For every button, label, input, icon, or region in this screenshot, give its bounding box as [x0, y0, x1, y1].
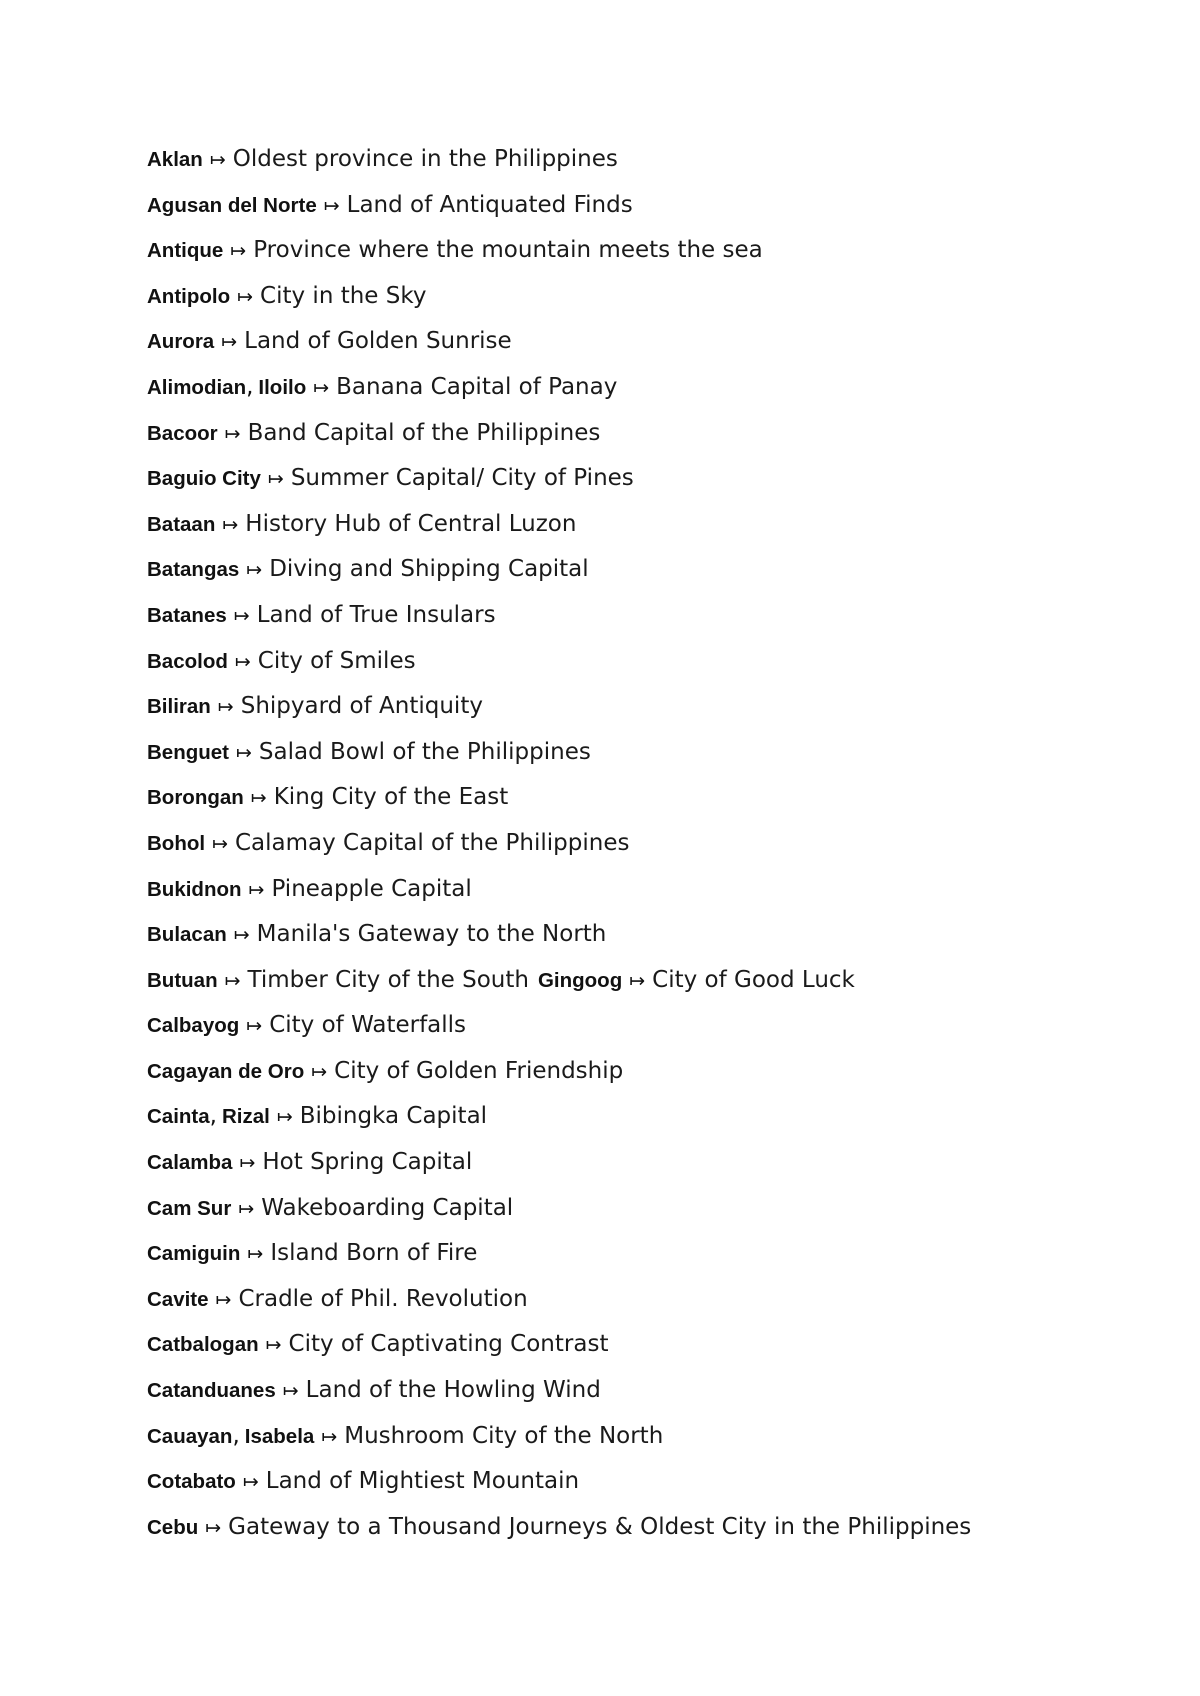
list-item [147, 687, 971, 733]
name-separator: , [209, 1103, 217, 1130]
nickname-text: Oldest province in the Philippines [232, 146, 618, 172]
maps-to-arrow-icon: ↦ [224, 422, 241, 445]
list-item [147, 231, 971, 277]
list-item [147, 1052, 971, 1098]
nickname-text: Manila's Gateway to the North [256, 921, 607, 948]
place-name: Catanduanes [147, 1379, 276, 1403]
place-name: Cotabato [147, 1470, 236, 1494]
list-item [147, 1417, 971, 1463]
nickname-text: Land of Antiquated Finds [346, 191, 633, 218]
place-name: Batangas [147, 558, 240, 582]
maps-to-arrow-icon: ↦ [239, 1152, 256, 1175]
list-item [147, 1189, 971, 1235]
list-item [147, 140, 971, 186]
maps-to-arrow-icon: ↦ [629, 969, 646, 992]
place-name: Agusan del Norte [147, 193, 317, 217]
maps-to-arrow-icon: ↦ [217, 696, 234, 719]
place-name: Borongan [147, 786, 244, 810]
nickname-text: Bibingka Capital [299, 1103, 488, 1130]
place-name: Calamba [147, 1151, 233, 1175]
name-separator: , [246, 373, 254, 400]
place-name: Antique [147, 239, 224, 263]
list-item [147, 368, 971, 414]
nickname-text: Pineapple Capital [271, 875, 472, 902]
place-name: Cam Sur [147, 1196, 232, 1220]
place-name: Iloilo [258, 375, 307, 399]
place-name: Cagayan de Oro [147, 1059, 305, 1083]
nickname-text: King City of the East [273, 784, 509, 811]
place-name: Cainta [147, 1105, 210, 1129]
nickname-text: Island Born of Fire [270, 1240, 478, 1267]
place-name: Isabela [244, 1424, 315, 1448]
maps-to-arrow-icon: ↦ [234, 650, 251, 673]
nickname-text: Wakeboarding Capital [261, 1194, 514, 1221]
maps-to-arrow-icon: ↦ [215, 1288, 232, 1311]
list-item [147, 186, 971, 232]
list-item [147, 505, 971, 551]
place-name: Catbalogan [147, 1333, 259, 1357]
maps-to-arrow-icon: ↦ [209, 149, 226, 171]
maps-to-arrow-icon: ↦ [212, 832, 228, 855]
place-name: Biliran [147, 695, 211, 719]
maps-to-arrow-icon: ↦ [250, 787, 267, 810]
nickname-text: City of Waterfalls [269, 1012, 467, 1039]
list-item [147, 322, 971, 368]
list-item [147, 1462, 971, 1508]
maps-to-arrow-icon: ↦ [233, 924, 250, 947]
list-item [147, 642, 971, 688]
nickname-text: City of Golden Friendship [334, 1057, 624, 1084]
nickname-text: Salad Bowl of the Philippines [258, 738, 591, 765]
place-name: Calbayog [147, 1014, 240, 1038]
maps-to-arrow-icon: ↦ [246, 559, 263, 582]
maps-to-arrow-icon: ↦ [321, 1425, 338, 1448]
nickname-text: Land of Golden Sunrise [244, 328, 512, 355]
place-name: Aurora [147, 330, 215, 354]
place-name: Cauayan [147, 1424, 233, 1448]
maps-to-arrow-icon: ↦ [221, 331, 238, 354]
nickname-text: Land of Mightiest Mountain [265, 1468, 580, 1495]
nickname-text: Province where the mountain meets the sea [253, 237, 763, 264]
maps-to-arrow-icon: ↦ [222, 513, 239, 536]
list-item [147, 414, 971, 460]
list-item [147, 459, 971, 505]
maps-to-arrow-icon: ↦ [265, 1334, 282, 1357]
nickname-text: City in the Sky [260, 282, 427, 309]
nickname-text: Land of the Howling Wind [305, 1377, 601, 1404]
nickname-text: History Hub of Central Luzon [245, 510, 577, 537]
place-name: Bohol [147, 831, 206, 855]
list-item [147, 778, 971, 824]
maps-to-arrow-icon: ↦ [230, 240, 247, 263]
nickname-text: Summer Capital/ City of Pines [290, 465, 634, 492]
nickname-text: Shipyard of Antiquity [240, 693, 483, 720]
maps-to-arrow-icon: ↦ [247, 1243, 264, 1266]
maps-to-arrow-icon: ↦ [282, 1380, 299, 1403]
place-name: Antipolo [147, 284, 231, 308]
nickname-text: City of Good Luck [652, 966, 855, 993]
nickname-text: Cradle of Phil. Revolution [238, 1285, 528, 1312]
place-name: Bacolod [147, 649, 228, 673]
place-name: Batanes [147, 603, 227, 627]
list-item [147, 824, 971, 870]
maps-to-arrow-icon: ↦ [238, 1197, 255, 1220]
list-item [147, 1280, 971, 1326]
nickname-text: Timber City of the South [247, 966, 529, 993]
nickname-text: Banana Capital of Panay [336, 373, 618, 400]
nickname-text: Gateway to a Thousand Journeys & Oldest City in the Philippines [228, 1513, 972, 1540]
place-name: Gingoog [537, 968, 623, 992]
list-item [147, 596, 971, 642]
place-name: Cavite [147, 1287, 209, 1311]
list-item [147, 1371, 971, 1417]
maps-to-arrow-icon: ↦ [237, 285, 254, 308]
place-name: Bukidnon [147, 877, 242, 901]
list-item [147, 733, 971, 779]
list-item [147, 961, 971, 1007]
list-item [147, 550, 971, 596]
place-name: Baguio City [147, 467, 261, 491]
place-name: Cebu [147, 1515, 199, 1539]
place-name: Bulacan [147, 923, 227, 947]
list-item [147, 277, 971, 323]
maps-to-arrow-icon: ↦ [313, 376, 330, 399]
maps-to-arrow-icon: ↦ [267, 468, 284, 491]
nickname-text: Diving and Shipping Capital [269, 556, 589, 583]
place-name: Aklan [147, 148, 203, 171]
nickname-list [147, 140, 971, 1553]
maps-to-arrow-icon: ↦ [246, 1015, 263, 1038]
list-item [147, 1097, 971, 1143]
place-name: Butuan [147, 968, 218, 992]
list-item [147, 1006, 971, 1052]
maps-to-arrow-icon: ↦ [242, 1471, 259, 1494]
maps-to-arrow-icon: ↦ [236, 741, 252, 764]
nickname-text: Calamay Capital of the Philippines [235, 829, 630, 856]
maps-to-arrow-icon: ↦ [224, 969, 241, 992]
maps-to-arrow-icon: ↦ [205, 1516, 222, 1539]
nickname-text: Land of True Insulars [256, 601, 496, 628]
maps-to-arrow-icon: ↦ [311, 1060, 328, 1083]
nickname-text: Mushroom City of the North [344, 1422, 664, 1449]
list-item [147, 1143, 971, 1189]
place-name: Benguet [147, 740, 229, 764]
place-name: Bacoor [147, 421, 218, 445]
maps-to-arrow-icon: ↦ [233, 604, 250, 627]
list-item [147, 1325, 971, 1371]
list-item [147, 1234, 971, 1280]
place-name: Bataan [147, 512, 216, 536]
list-item [147, 870, 971, 916]
nickname-text: Band Capital of the Philippines [247, 419, 601, 446]
maps-to-arrow-icon: ↦ [276, 1106, 293, 1129]
list-item [147, 915, 971, 961]
place-name: Camiguin [147, 1242, 241, 1266]
maps-to-arrow-icon: ↦ [248, 878, 265, 901]
name-separator: , [232, 1422, 240, 1449]
nickname-text: City of Captivating Contrast [288, 1331, 609, 1358]
place-name: Alimodian [147, 375, 247, 399]
place-name: Rizal [221, 1105, 270, 1129]
maps-to-arrow-icon: ↦ [323, 194, 340, 217]
list-item [147, 1508, 971, 1554]
nickname-text: Hot Spring Capital [262, 1149, 473, 1176]
nickname-text: City of Smiles [257, 647, 416, 674]
